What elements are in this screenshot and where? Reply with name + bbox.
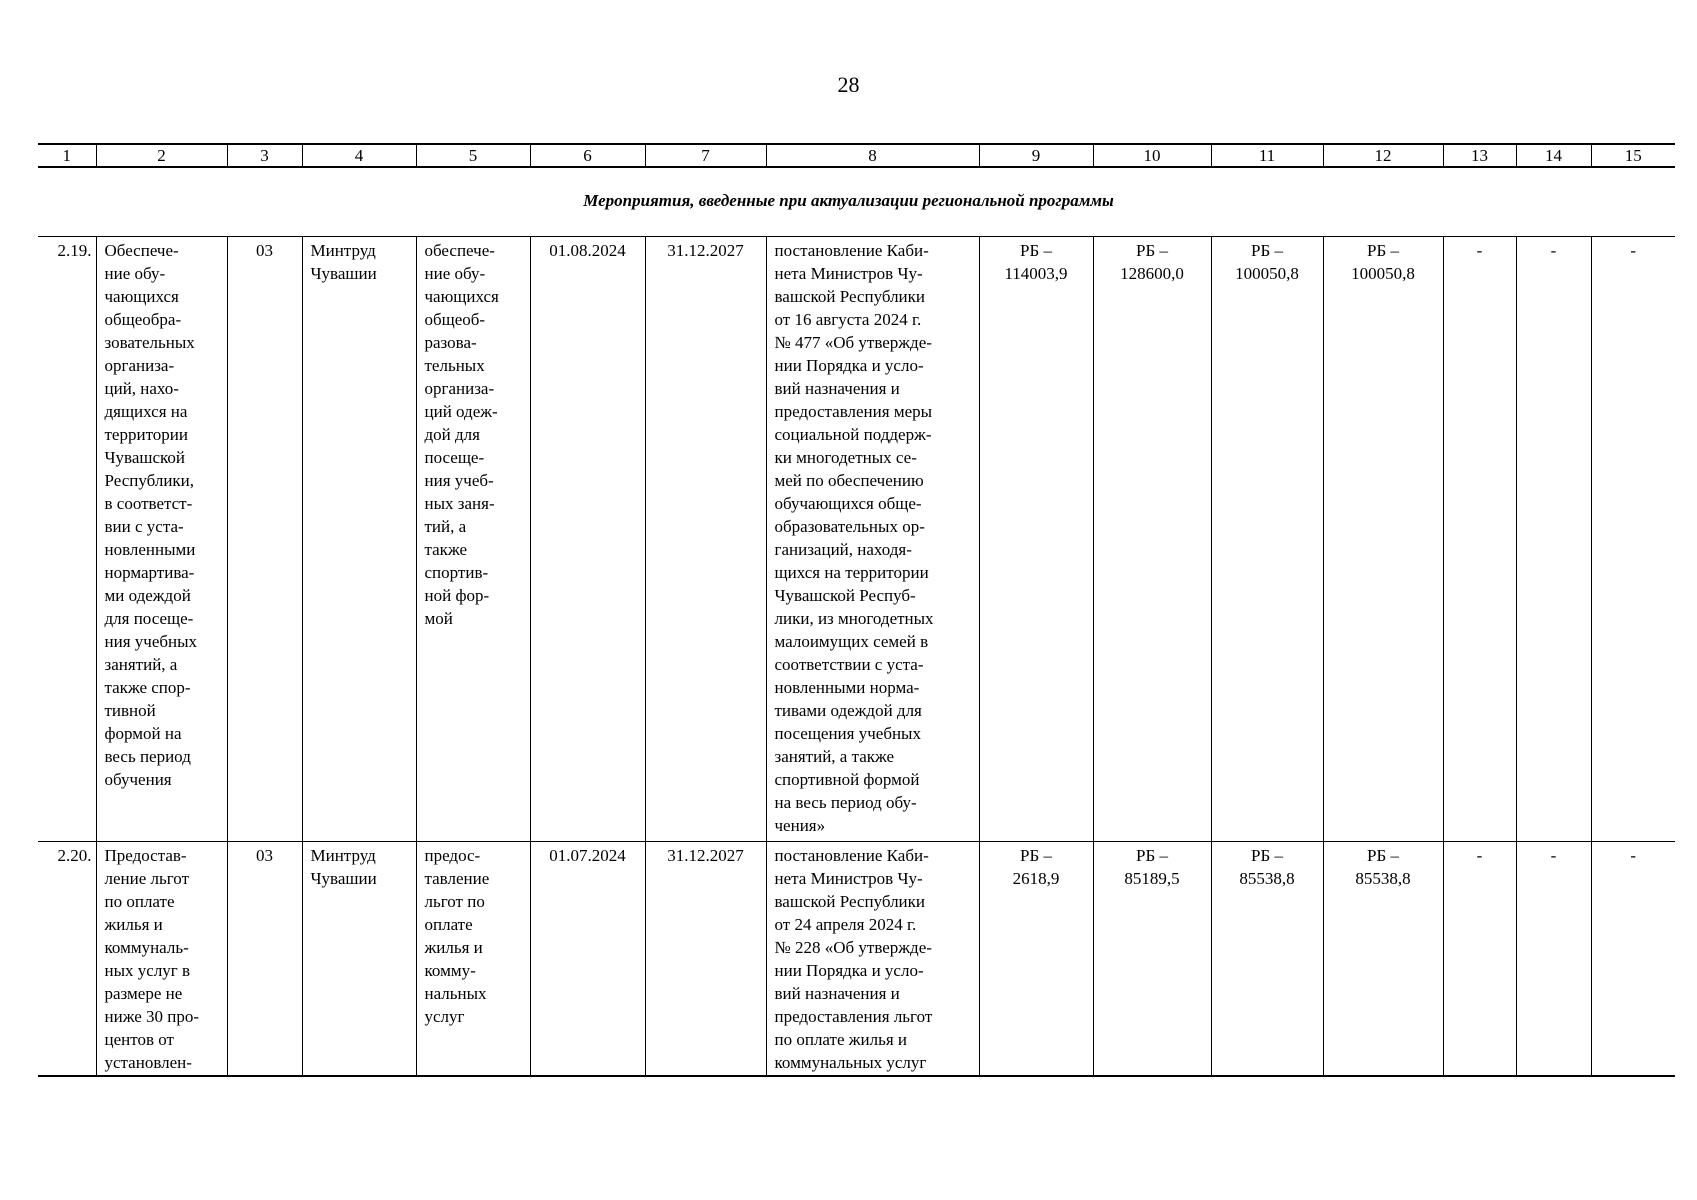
section-title: Мероприятия, введенные при актуализации региональной программы bbox=[583, 191, 1114, 210]
col-14-value: - bbox=[1516, 842, 1591, 1076]
table-row bbox=[38, 237, 1675, 842]
program-measures-table bbox=[38, 236, 1675, 1077]
funding-col-12: РБ – 100050,8 bbox=[1323, 237, 1443, 842]
col-14-value: - bbox=[1516, 237, 1591, 842]
column-number: 10 bbox=[1093, 144, 1211, 167]
funding-col-11: РБ – 100050,8 bbox=[1211, 237, 1323, 842]
description: предос- тавление льгот по оплате жилья и комму- нальных услуг bbox=[416, 842, 530, 1076]
col-15-value: - bbox=[1591, 842, 1675, 1076]
funding-col-9: РБ – 114003,9 bbox=[979, 237, 1093, 842]
column-number: 5 bbox=[416, 144, 530, 167]
column-number: 4 bbox=[302, 144, 416, 167]
column-number: 7 bbox=[645, 144, 766, 167]
row-number: 2.20. bbox=[38, 842, 96, 1076]
column-number: 2 bbox=[96, 144, 227, 167]
measure-name: Предостав- ление льгот по оплате жилья и коммуналь- ных услуг в размере не ниже 30 про- центов от установлен- bbox=[96, 842, 227, 1076]
measure-name: Обеспече- ние обу- чающихся общеобра- зовательных организа- ций, нахо- дящихся на территории Чувашской Республики, в соответст- вии с уста- новленными нормартива- ми одеждой для посеще- ния учебных занятий, а также спор- тивной формой на весь период обучения bbox=[96, 237, 227, 842]
end-date: 31.12.2027 bbox=[645, 237, 766, 842]
row-number: 2.19. bbox=[38, 237, 96, 842]
funding-col-12: РБ – 85538,8 bbox=[1323, 842, 1443, 1076]
col-15-value: - bbox=[1591, 237, 1675, 842]
col-13-value: - bbox=[1443, 237, 1516, 842]
start-date: 01.07.2024 bbox=[530, 842, 645, 1076]
funding-col-10: РБ – 85189,5 bbox=[1093, 842, 1211, 1076]
legal-basis: постановление Каби- нета Министров Чу- вашской Республики от 16 августа 2024 г. № 477 «Об утвержде- нии Порядка и усло- вий назначения и предоставления меры социальной поддерж- ки многодетных се- мей по обеспечению обучающихся обще- образовательных ор- ганизаций, находя- щихся на территории Чувашской Респуб- лики, из многодетных малоимущих семей в соответствии с уста- новленными норма- тивами одеждой для посещения учебных занятий, а также спортивной формой на весь период обу- чения» bbox=[766, 237, 979, 842]
col-13-value: - bbox=[1443, 842, 1516, 1076]
column-number: 14 bbox=[1516, 144, 1591, 167]
column-number: 15 bbox=[1591, 144, 1675, 167]
column-number: 9 bbox=[979, 144, 1093, 167]
code: 03 bbox=[227, 237, 302, 842]
column-number: 8 bbox=[766, 144, 979, 167]
code: 03 bbox=[227, 842, 302, 1076]
start-date: 01.08.2024 bbox=[530, 237, 645, 842]
column-number: 6 bbox=[530, 144, 645, 167]
executor: Минтруд Чувашии bbox=[302, 237, 416, 842]
funding-col-11: РБ – 85538,8 bbox=[1211, 842, 1323, 1076]
column-number: 13 bbox=[1443, 144, 1516, 167]
column-number: 11 bbox=[1211, 144, 1323, 167]
end-date: 31.12.2027 bbox=[645, 842, 766, 1076]
column-number: 12 bbox=[1323, 144, 1443, 167]
column-number: 1 bbox=[38, 144, 96, 167]
funding-col-9: РБ – 2618,9 bbox=[979, 842, 1093, 1076]
legal-basis: постановление Каби- нета Министров Чу- вашской Республики от 24 апреля 2024 г. № 228 «Об утвержде- нии Порядка и усло- вий назначения и предоставления льгот по оплате жилья и коммунальных услуг bbox=[766, 842, 979, 1076]
column-number-header bbox=[38, 143, 1675, 168]
funding-col-10: РБ – 128600,0 bbox=[1093, 237, 1211, 842]
table-row bbox=[38, 842, 1675, 1076]
column-number: 3 bbox=[227, 144, 302, 167]
executor: Минтруд Чувашии bbox=[302, 842, 416, 1076]
description: обеспече- ние обу- чающихся общеоб- разова- тельных организа- ций одеж- дой для посеще- ния учеб- ных заня- тий, а также спортив- ной фор- мой bbox=[416, 237, 530, 842]
page-number: 28 bbox=[837, 72, 860, 97]
